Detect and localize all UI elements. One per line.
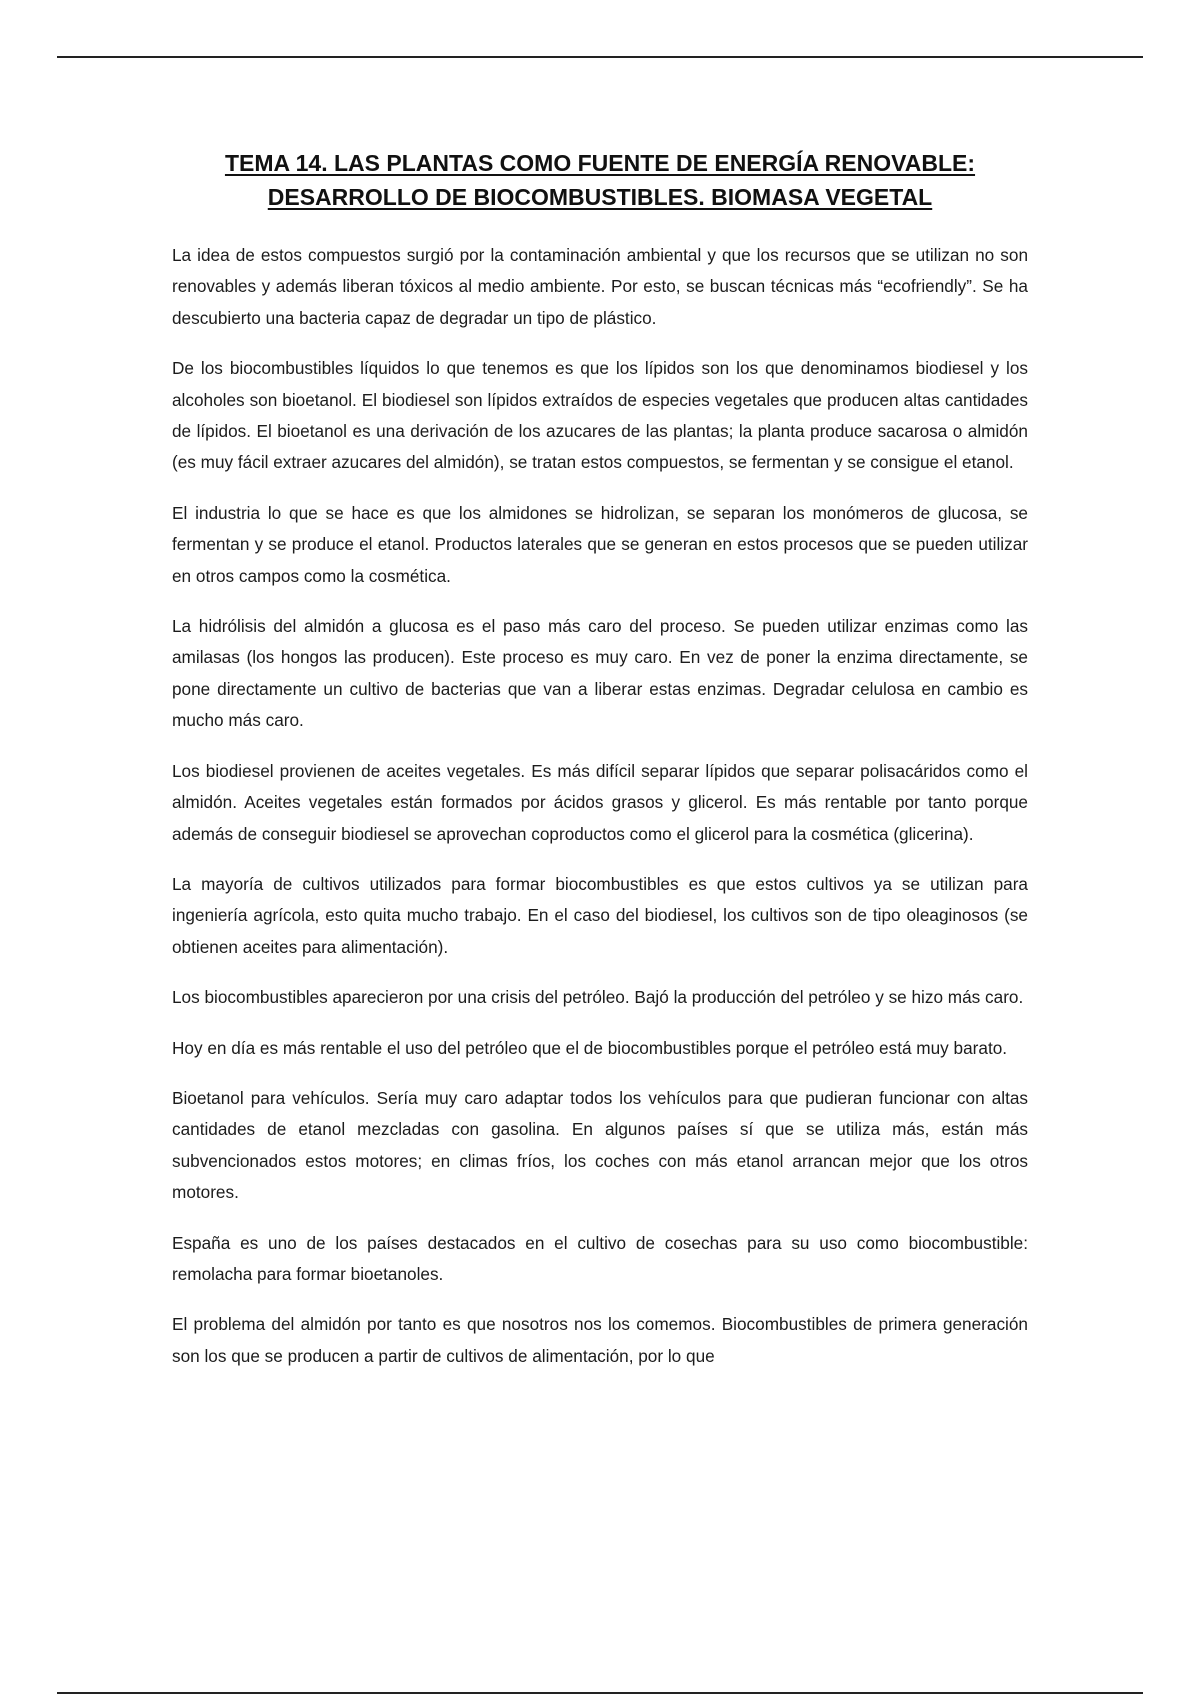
paragraph-7: Los biocombustibles aparecieron por una crisis del petróleo. Bajó la producción del petróleo y se hizo más caro.	[172, 987, 1024, 1008]
paragraph-2: De los biocombustibles líquidos lo que tenemos es que los lípidos son los que denominamos biodiesel y los alcoholes son bioetanol. El biodiesel son lípidos extraídos de especies vegetales que producen altas cantidades de lípidos. El bioetanol es una derivación de los azucares de las plantas; la planta produce sacarosa o almidón (es muy fácil extraer azucares del almidón), se tratan estos compuestos, se fermentan y se consigue el etanol.	[172, 358, 1028, 473]
paragraph-11: El problema del almidón por tanto es que nosotros nos los comemos. Biocombustibles de primera generación son los que se producen a partir de cultivos de alimentación, por lo que	[172, 1314, 1028, 1366]
paragraph-1: La idea de estos compuestos surgió por la contaminación ambiental y que los recursos que se utilizan no son renovables y además liberan tóxicos al medio ambiente. Por esto, se buscan técnicas más “ecofriendly”. Se ha descubierto una bacteria capaz de degradar un tipo de plástico.	[172, 245, 1028, 328]
paragraph-10: España es uno de los países destacados en el cultivo de cosechas para su uso como biocombustible: remolacha para formar bioetanoles.	[172, 1232, 1028, 1284]
document-body	[172, 240, 1028, 1391]
paragraph-6: La mayoría de cultivos utilizados para formar biocombustibles es que estos cultivos ya se utilizan para ingeniería agrícola, esto quita mucho trabajo. En el caso del biodiesel, los cultivos son de tipo oleaginosos (se obtienen aceites para alimentación).	[172, 873, 1028, 957]
paragraph-5: Los biodiesel provienen de aceites vegetales. Es más difícil separar lípidos que separar polisacáridos como el almidón. Aceites vegetales están formados por ácidos grasos y glicerol. Es más rentable por tanto porque además de conseguir biodiesel se aprovechan coproductos como el glicerol para la cosmética (glicerina).	[172, 760, 1028, 844]
title-line-1: TEMA 14. LAS PLANTAS COMO FUENTE DE ENERGÍA RENOVABLE:	[224, 150, 976, 176]
header-rule	[57, 56, 1143, 58]
paragraph-9: Bioetanol para vehículos. Sería muy caro adaptar todos los vehículos para que pudieran funcionar con altas cantidades de etanol mezcladas con gasolina. En algunos países sí que se utiliza más, están más subvencionados estos motores; en climas fríos, los coches con más etanol arrancan mejor que los otros motores.	[172, 1087, 1028, 1203]
paragraph-3: El industria lo que se hace es que los almidones se hidrolizan, se separan los monómeros de glucosa, se fermentan y se produce el etanol. Productos laterales que se generan en estos procesos que se pueden utilizar en otros campos como la cosmética.	[172, 502, 1028, 586]
footer-rule	[57, 1692, 1143, 1694]
paragraph-8: Hoy en día es más rentable el uso del petróleo que el de biocombustibles porque el petróleo está muy barato.	[172, 1037, 1008, 1058]
title-line-2: DESARROLLO DE BIOCOMBUSTIBLES. BIOMASA VEGETAL	[267, 184, 933, 210]
paragraph-4: La hidrólisis del almidón a glucosa es el paso más caro del proceso. Se pueden utilizar enzimas como las amilasas (los hongos las producen). Este proceso es muy caro. En vez de poner la enzima directamente, se pone directamente un cultivo de bacterias que van a liberar estas enzimas. Degradar celulosa en cambio es mucho más caro.	[172, 616, 1028, 731]
page-title	[170, 146, 1030, 214]
